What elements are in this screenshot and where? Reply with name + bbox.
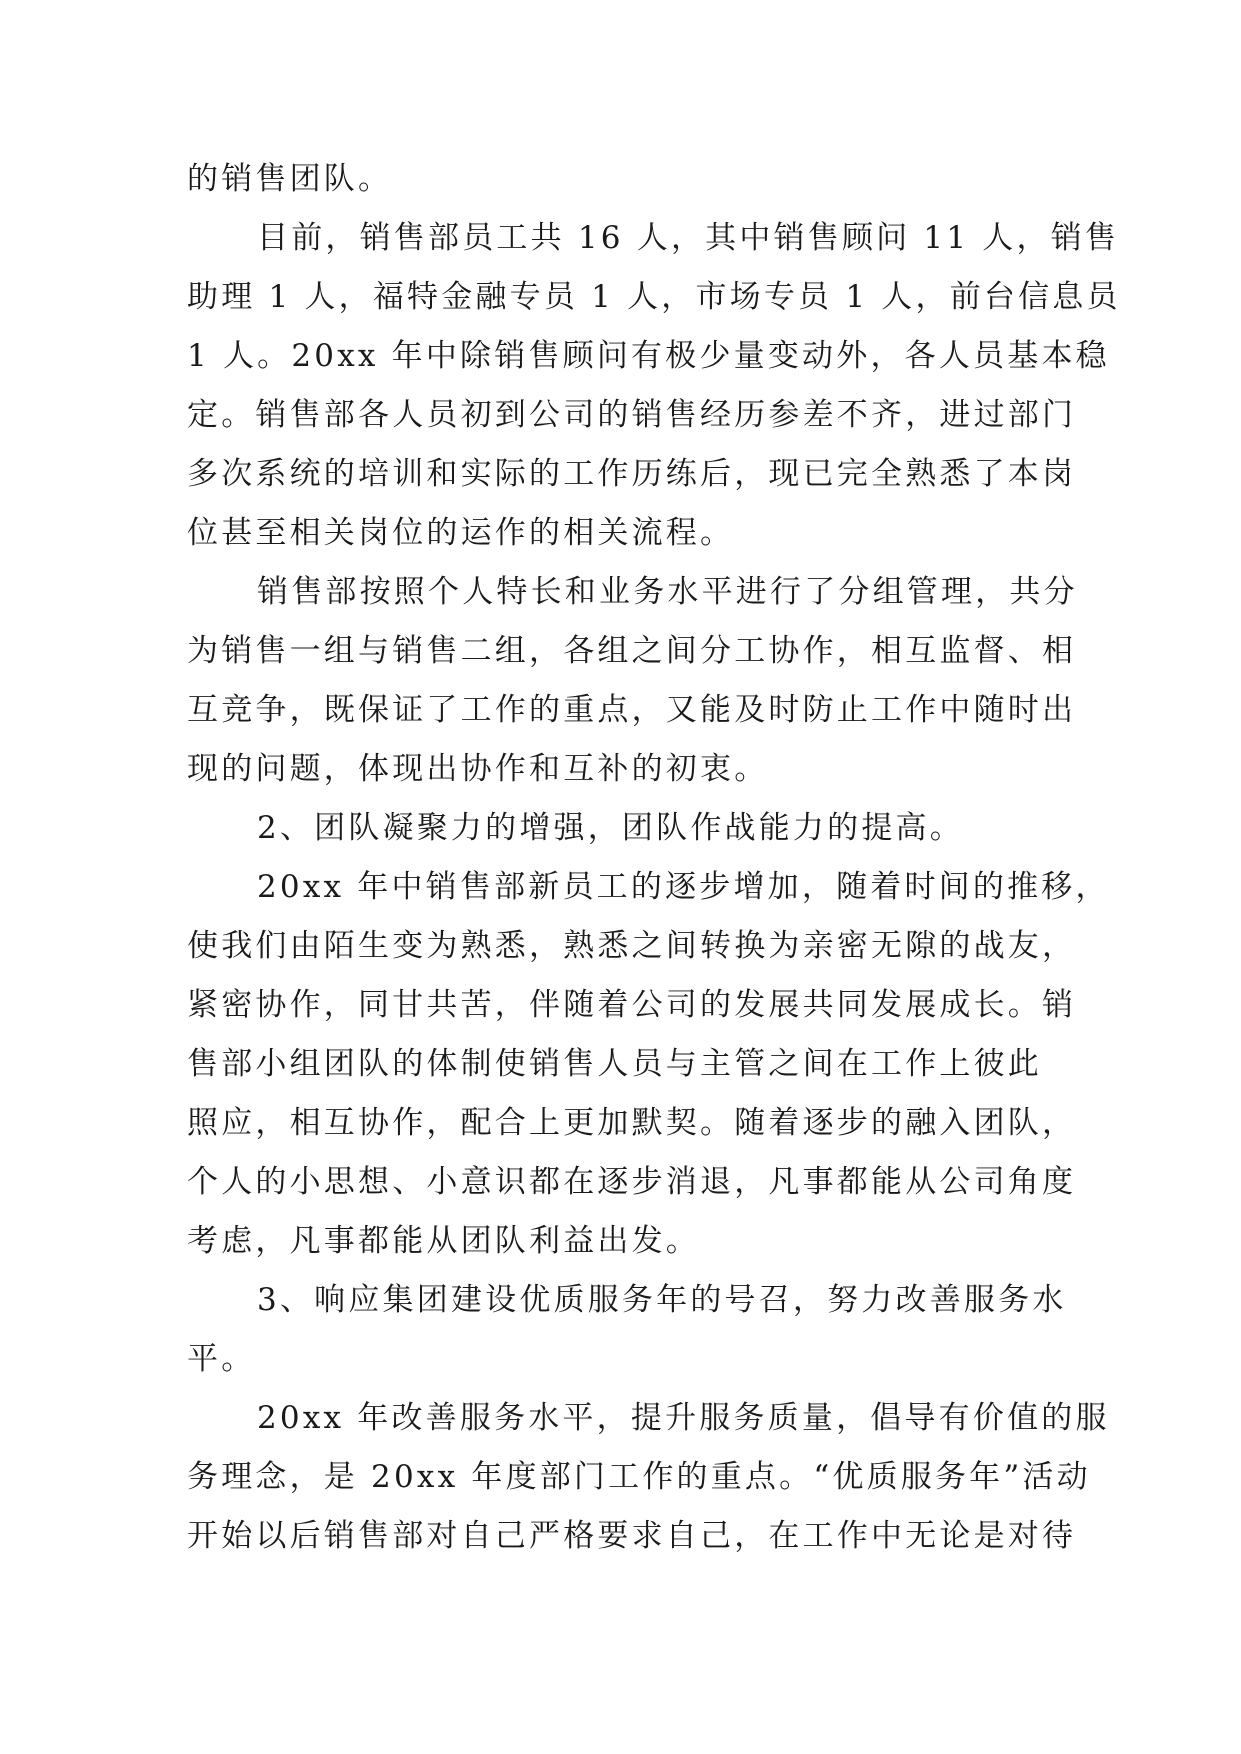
text-line: 开始以后销售部对自己严格要求自己，在工作中无论是对待 [187, 1518, 1077, 1554]
text-line: 个人的小思想、小意识都在逐步消退，凡事都能从公司角度 [187, 1164, 1077, 1200]
text-line: 紧密协作，同甘共苦，伴随着公司的发展共同发展成长。销 [187, 987, 1077, 1023]
text-line: 位甚至相关岗位的运作的相关流程。 [187, 515, 735, 551]
document-body [187, 150, 1121, 1566]
text-line: 互竞争，既保证了工作的重点，又能及时防止工作中随时出 [187, 692, 1077, 728]
text-line: 销售部按照个人特长和业务水平进行了分组管理，共分 [257, 574, 1078, 610]
text-line: 考虑，凡事都能从团队利益出发。 [187, 1223, 700, 1259]
text-line: 多次系统的培训和实际的工作历练后，现已完全熟悉了本岗 [187, 456, 1077, 492]
text-line: 20xx 年中销售部新员工的逐步增加，随着时间的推移， [257, 869, 1110, 905]
text-line: 目前，销售部员工共 16 人，其中销售顾问 11 人，销售 [257, 220, 1120, 256]
text-line: 现的问题，体现出协作和互补的初衷。 [187, 751, 769, 787]
text-line: 20xx 年改善服务水平，提升服务质量，倡导有价值的服 [257, 1400, 1110, 1436]
section-heading: 3、响应集团建设优质服务年的号召，努力改善服务水 [257, 1282, 1067, 1318]
text-line: 1 人。20xx 年中除销售顾问有极少量变动外，各人员基本稳 [187, 338, 1110, 374]
text-line: 务理念，是 20xx 年度部门工作的重点。“优质服务年”活动 [187, 1459, 1091, 1495]
text-line: 为销售一组与销售二组，各组之间分工协作，相互监督、相 [187, 633, 1077, 669]
text-line: 助理 1 人，福特金融专员 1 人，市场专员 1 人，前台信息员 [187, 279, 1121, 315]
text-line: 照应，相互协作，配合上更加默契。随着逐步的融入团队， [187, 1105, 1077, 1141]
text-line: 售部小组团队的体制使销售人员与主管之间在工作上彼此 [187, 1046, 1042, 1082]
text-line: 平。 [187, 1341, 256, 1377]
section-heading: 2、团队凝聚力的增强，团队作战能力的提高。 [257, 810, 964, 846]
text-line: 定。销售部各人员初到公司的销售经历参差不齐，进过部门 [187, 397, 1077, 433]
text-line: 的销售团队。 [187, 161, 393, 197]
text-line: 使我们由陌生变为熟悉，熟悉之间转换为亲密无隙的战友， [187, 928, 1077, 964]
